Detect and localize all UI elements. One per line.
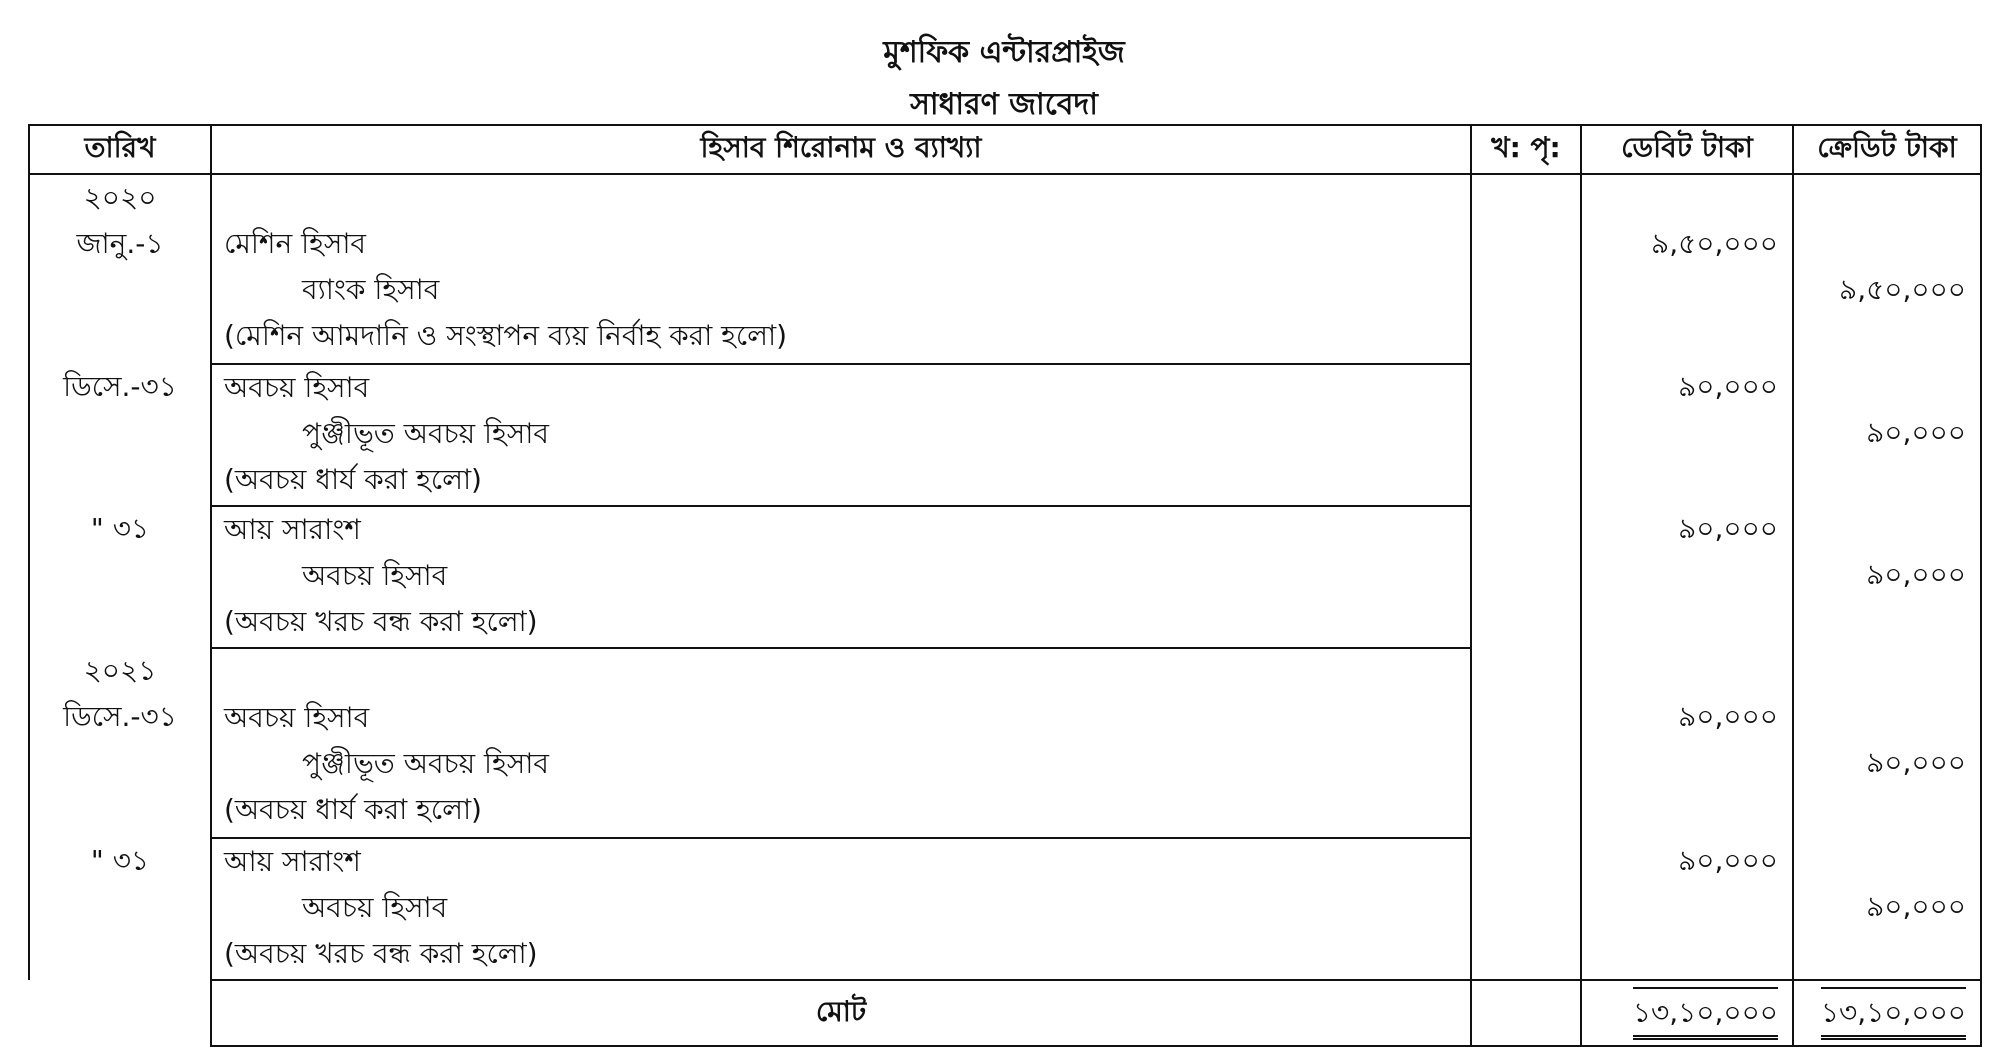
entry-debit-cell	[1581, 506, 1793, 648]
entry-date-cell	[29, 506, 211, 648]
credit-amount: ৯০,০০০	[1866, 890, 1966, 923]
total-label: মোট	[211, 980, 1471, 1046]
narration: (অবচয় ধার্য করা হলো)	[224, 793, 482, 826]
narration: (অবচয় খরচ বন্ধ করা হলো)	[224, 937, 538, 970]
total-credit-cell	[1793, 980, 1981, 1046]
debit-amount: ৯০,০০০	[1678, 370, 1778, 403]
entry-date: ডিসে.-৩১	[63, 370, 177, 403]
entry-date: " ৩১	[90, 844, 150, 877]
entry-date: " ৩১	[90, 512, 150, 545]
entry-particulars-cell	[211, 364, 1471, 506]
entry-particulars-cell	[211, 506, 1471, 648]
entry-ledger-folio-cell	[1471, 648, 1581, 838]
journal-title: সাধারণ জাবেদা	[910, 87, 1098, 122]
entry-date-cell	[29, 174, 211, 364]
table-header-row	[29, 125, 1981, 174]
journal-entry-row	[29, 838, 1981, 980]
entry-credit-cell	[1793, 838, 1981, 980]
entry-date-cell	[29, 838, 211, 980]
debit-amount: ৯০,০০০	[1678, 512, 1778, 545]
debit-account: মেশিন হিসাব	[224, 227, 367, 260]
entry-debit-cell	[1581, 364, 1793, 506]
credit-amount: ৯০,০০০	[1866, 558, 1966, 591]
debit-amount: ৯০,০০০	[1678, 700, 1778, 733]
total-row	[29, 980, 1981, 1046]
entry-debit-cell	[1581, 174, 1793, 364]
entry-date: জানু.-১	[76, 227, 164, 260]
entry-ledger-folio-cell	[1471, 174, 1581, 364]
entry-credit-cell	[1793, 364, 1981, 506]
debit-account: আয় সারাংশ	[224, 845, 361, 878]
entry-date-cell	[29, 648, 211, 838]
narration: (অবচয় ধার্য করা হলো)	[224, 463, 482, 496]
entry-debit-cell	[1581, 648, 1793, 838]
general-journal-table	[28, 124, 1982, 1047]
debit-amount: ৯,৫০,০০০	[1651, 227, 1778, 260]
narration: (মেশিন আমদানি ও সংস্থাপন ব্যয় নির্বাহ করা হলো)	[224, 319, 788, 352]
credit-amount: ৯,৫০,০০০	[1839, 273, 1966, 306]
entry-particulars-cell	[211, 648, 1471, 838]
journal-entry-row	[29, 364, 1981, 506]
column-header-debit: ডেবিট টাকা	[1581, 125, 1793, 174]
entry-year: ২০২০	[83, 181, 157, 214]
entry-ledger-folio-cell	[1471, 364, 1581, 506]
debit-account: অবচয় হিসাব	[224, 701, 370, 734]
entry-credit-cell	[1793, 648, 1981, 838]
entry-debit-cell	[1581, 838, 1793, 980]
credit-account: অবচয় হিসাব	[302, 891, 448, 924]
entry-ledger-folio-cell	[1471, 506, 1581, 648]
entry-date: ডিসে.-৩১	[63, 700, 177, 733]
column-header-particulars: হিসাব শিরোনাম ও ব্যাখ্যা	[211, 125, 1471, 174]
total-credit: ১৩,১০,০০০	[1821, 987, 1966, 1040]
credit-account: অবচয় হিসাব	[302, 559, 448, 592]
entry-year: ২০২১	[83, 654, 157, 687]
journal-entry-row	[29, 648, 1981, 838]
journal-entry-row	[29, 174, 1981, 364]
debit-amount: ৯০,০০০	[1678, 844, 1778, 877]
entry-credit-cell	[1793, 506, 1981, 648]
entry-particulars-cell	[211, 838, 1471, 980]
journal-entry-row	[29, 506, 1981, 648]
entry-date-cell	[29, 364, 211, 506]
column-header-ledger-folio: খ: পৃ:	[1471, 125, 1581, 174]
entry-credit-cell	[1793, 174, 1981, 364]
column-header-credit: ক্রেডিট টাকা	[1793, 125, 1981, 174]
company-name: মুশফিক এন্টারপ্রাইজ	[883, 35, 1125, 70]
narration: (অবচয় খরচ বন্ধ করা হলো)	[224, 605, 538, 638]
credit-amount: ৯০,০০০	[1866, 746, 1966, 779]
entry-particulars-cell	[211, 174, 1471, 364]
entry-ledger-folio-cell	[1471, 838, 1581, 980]
column-header-date: তারিখ	[29, 125, 211, 174]
debit-account: আয় সারাংশ	[224, 513, 361, 546]
total-debit-cell	[1581, 980, 1793, 1046]
credit-amount: ৯০,০০০	[1866, 416, 1966, 449]
credit-account: পুঞ্জীভূত অবচয় হিসাব	[302, 747, 549, 780]
total-debit: ১৩,১০,০০০	[1633, 987, 1778, 1040]
debit-account: অবচয় হিসাব	[224, 371, 370, 404]
credit-account: পুঞ্জীভূত অবচয় হিসাব	[302, 417, 549, 450]
credit-account: ব্যাংক হিসাব	[302, 273, 440, 306]
